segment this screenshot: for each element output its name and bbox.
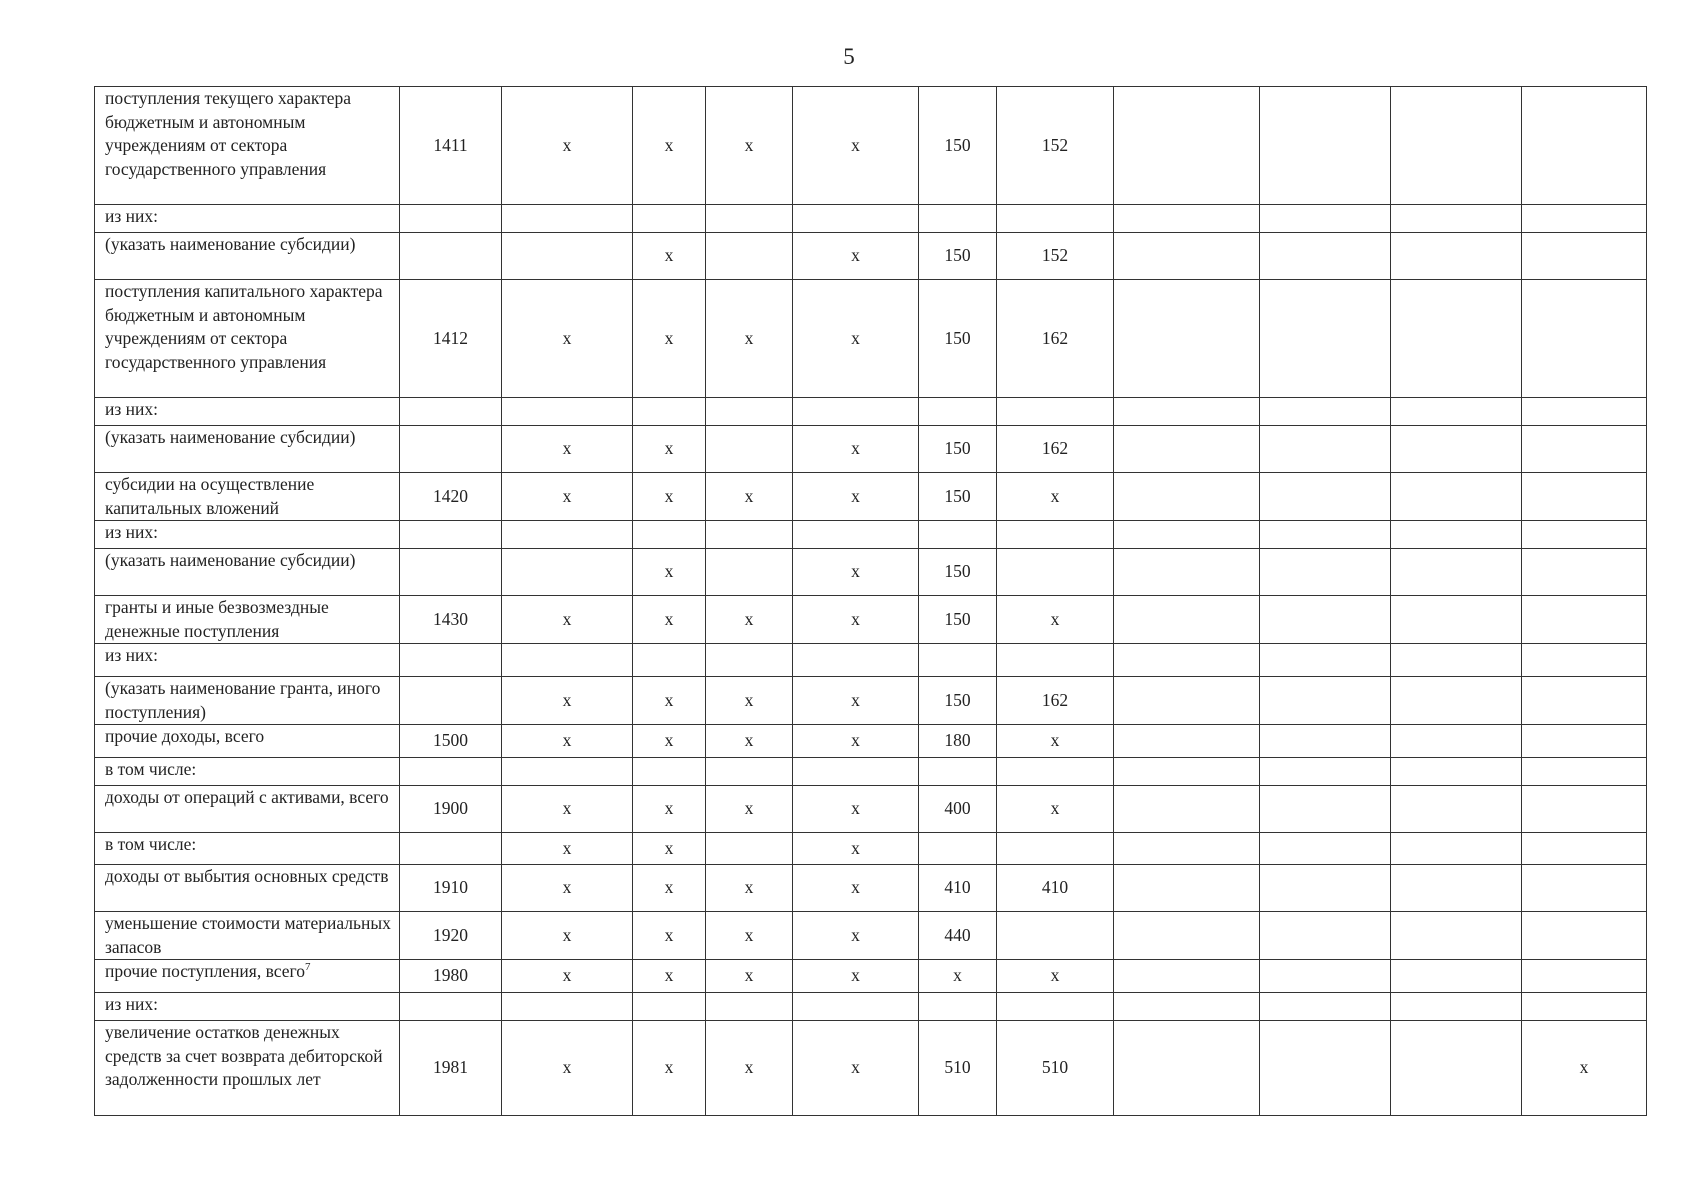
table-cell: 150: [919, 549, 997, 596]
table-cell: [919, 644, 997, 677]
table-cell: [1522, 521, 1647, 549]
table-cell: [1522, 758, 1647, 786]
table-cell: [1260, 87, 1391, 205]
table-cell: [1260, 865, 1391, 912]
table-row: [95, 993, 1647, 1021]
table-cell: [706, 521, 793, 549]
table-cell: [1391, 912, 1522, 960]
table-cell: 150: [919, 426, 997, 473]
table-cell: [919, 993, 997, 1021]
table-cell: [1114, 87, 1260, 205]
table-cell: [1114, 786, 1260, 833]
table-cell: х: [793, 865, 919, 912]
table-cell: х: [633, 1021, 706, 1116]
table-cell: [502, 993, 633, 1021]
table-cell: х: [997, 960, 1114, 993]
table-row: [95, 205, 1647, 233]
table-cell: х: [793, 677, 919, 725]
row-name-cell: [95, 521, 400, 549]
table-cell: [706, 993, 793, 1021]
table-cell: [1391, 521, 1522, 549]
table-cell: [502, 758, 633, 786]
table-cell: х: [793, 87, 919, 205]
row-code-cell: [400, 644, 502, 677]
table-cell: х: [706, 87, 793, 205]
row-name-text: уменьшение стоимости материальных запасов: [105, 913, 391, 957]
row-name-text: в том числе:: [105, 834, 197, 854]
row-name-cell: [95, 960, 400, 993]
table-cell: [1260, 993, 1391, 1021]
table-cell: [1391, 993, 1522, 1021]
table-cell: [1114, 426, 1260, 473]
table-cell: [1522, 87, 1647, 205]
table-cell: х: [1522, 1021, 1647, 1116]
row-code-cell: 1500: [400, 725, 502, 758]
table-cell: [1522, 280, 1647, 398]
table-cell: [997, 205, 1114, 233]
table-cell: [1522, 993, 1647, 1021]
table-cell: [706, 549, 793, 596]
row-code-cell: 1900: [400, 786, 502, 833]
table-cell: [997, 758, 1114, 786]
table-cell: [1260, 521, 1391, 549]
row-code-cell: 1430: [400, 596, 502, 644]
table-cell: 150: [919, 473, 997, 521]
table-cell: х: [502, 912, 633, 960]
table-cell: [1260, 280, 1391, 398]
table-cell: х: [633, 960, 706, 993]
table-cell: 162: [997, 280, 1114, 398]
row-name-text: (указать наименование субсидии): [105, 427, 356, 447]
table-cell: х: [706, 677, 793, 725]
row-code-cell: 1420: [400, 473, 502, 521]
table-cell: 162: [997, 426, 1114, 473]
table-cell: [1260, 960, 1391, 993]
table-cell: [1391, 426, 1522, 473]
table-cell: [1114, 233, 1260, 280]
row-name-cell: [95, 865, 400, 912]
row-name-text: (указать наименование субсидии): [105, 234, 356, 254]
table-cell: [1260, 677, 1391, 725]
table-cell: [1522, 865, 1647, 912]
row-name-text: (указать наименование субсидии): [105, 550, 356, 570]
row-code-cell: [400, 521, 502, 549]
table-cell: [633, 758, 706, 786]
table-cell: [1260, 473, 1391, 521]
table-cell: [793, 644, 919, 677]
table-cell: [919, 398, 997, 426]
table-cell: х: [706, 865, 793, 912]
table-cell: [1260, 1021, 1391, 1116]
table-cell: [1522, 912, 1647, 960]
table-cell: [1114, 644, 1260, 677]
table-cell: [633, 644, 706, 677]
table-cell: 150: [919, 233, 997, 280]
table-cell: [793, 205, 919, 233]
table-cell: [997, 398, 1114, 426]
table-cell: [793, 398, 919, 426]
table-cell: [1391, 960, 1522, 993]
table-cell: х: [633, 865, 706, 912]
row-code-cell: [400, 205, 502, 233]
table-cell: [1114, 549, 1260, 596]
table-cell: х: [997, 473, 1114, 521]
table-cell: х: [793, 725, 919, 758]
table-cell: х: [633, 725, 706, 758]
table-row: [95, 677, 1647, 725]
table-cell: [1114, 677, 1260, 725]
table-row: [95, 833, 1647, 865]
row-name-cell: [95, 912, 400, 960]
table-cell: х: [706, 1021, 793, 1116]
table-cell: [793, 521, 919, 549]
table-cell: х: [502, 725, 633, 758]
table-cell: [1391, 549, 1522, 596]
table-cell: [633, 521, 706, 549]
row-name-text: доходы от операций с активами, всего: [105, 787, 389, 807]
table-cell: х: [633, 87, 706, 205]
table-cell: [1391, 233, 1522, 280]
table-cell: х: [706, 280, 793, 398]
table-cell: х: [633, 912, 706, 960]
row-name-cell: [95, 1021, 400, 1116]
table-row: [95, 87, 1647, 205]
table-cell: [1391, 1021, 1522, 1116]
table-cell: [1114, 725, 1260, 758]
table-cell: [706, 833, 793, 865]
table-row: [95, 786, 1647, 833]
table-cell: х: [633, 426, 706, 473]
table-cell: х: [706, 912, 793, 960]
table-cell: х: [793, 960, 919, 993]
row-code-cell: [400, 549, 502, 596]
table-body: [95, 87, 1647, 1116]
table-cell: [1114, 960, 1260, 993]
table-cell: [1260, 549, 1391, 596]
table-cell: х: [793, 549, 919, 596]
row-name-cell: [95, 280, 400, 398]
table-cell: х: [502, 677, 633, 725]
table-cell: [1114, 833, 1260, 865]
table-cell: х: [793, 786, 919, 833]
table-cell: [997, 912, 1114, 960]
table-cell: [1114, 993, 1260, 1021]
table-cell: х: [633, 596, 706, 644]
table-cell: 152: [997, 87, 1114, 205]
table-cell: [502, 644, 633, 677]
table-cell: [1522, 677, 1647, 725]
row-name-text: в том числе:: [105, 759, 197, 779]
table-cell: [502, 549, 633, 596]
row-code-cell: [400, 677, 502, 725]
table-cell: [1260, 786, 1391, 833]
row-name-text: увеличение остатков денежных средств за счет возврата дебиторской задолженности прошлых лет: [105, 1022, 383, 1089]
row-name-text: из них:: [105, 645, 158, 665]
table-cell: [1114, 521, 1260, 549]
row-name-cell: [95, 549, 400, 596]
table-cell: [1391, 758, 1522, 786]
table-cell: [919, 205, 997, 233]
table-row: [95, 521, 1647, 549]
table-cell: 150: [919, 677, 997, 725]
table-cell: [1522, 473, 1647, 521]
table-row: [95, 398, 1647, 426]
table-cell: [1260, 596, 1391, 644]
table-cell: х: [793, 912, 919, 960]
table-cell: [1391, 205, 1522, 233]
table-cell: [1391, 865, 1522, 912]
table-cell: х: [706, 473, 793, 521]
row-name-cell: [95, 993, 400, 1021]
table-cell: [706, 426, 793, 473]
table-row: [95, 865, 1647, 912]
table-cell: [1260, 758, 1391, 786]
table-cell: [997, 549, 1114, 596]
table-cell: [1522, 426, 1647, 473]
table-row: [95, 280, 1647, 398]
table-row: [95, 644, 1647, 677]
table-cell: 410: [997, 865, 1114, 912]
table-cell: 162: [997, 677, 1114, 725]
table-row: [95, 596, 1647, 644]
table-cell: х: [633, 280, 706, 398]
row-name-text: поступления текущего характера бюджетным и автономным учреждениям от сектора государственного управления: [105, 88, 352, 179]
row-name-text: поступления капитального характера бюджетным и автономным учреждениям от сектора государственного управления: [105, 281, 383, 372]
row-code-cell: [400, 233, 502, 280]
table-cell: [1260, 398, 1391, 426]
row-name-cell: [95, 233, 400, 280]
table-cell: [1522, 398, 1647, 426]
row-name-cell: [95, 725, 400, 758]
table-cell: [1522, 205, 1647, 233]
table-cell: [1114, 912, 1260, 960]
table-cell: [1522, 233, 1647, 280]
table-cell: [997, 993, 1114, 1021]
table-cell: [1114, 398, 1260, 426]
row-code-cell: [400, 426, 502, 473]
table-cell: х: [793, 426, 919, 473]
budget-table: [94, 86, 1647, 1116]
table-cell: [1391, 596, 1522, 644]
row-name-cell: [95, 677, 400, 725]
table-row: [95, 549, 1647, 596]
row-name-text: из них:: [105, 994, 158, 1014]
table-cell: х: [793, 280, 919, 398]
table-cell: [919, 833, 997, 865]
row-code-cell: 1981: [400, 1021, 502, 1116]
table-cell: х: [502, 596, 633, 644]
row-name-cell: [95, 758, 400, 786]
table-row: [95, 426, 1647, 473]
table-cell: [1114, 758, 1260, 786]
table-cell: [1522, 960, 1647, 993]
table-cell: 410: [919, 865, 997, 912]
row-code-cell: 1920: [400, 912, 502, 960]
table-cell: [1522, 725, 1647, 758]
table-cell: [1260, 205, 1391, 233]
table-cell: [1391, 280, 1522, 398]
table-cell: х: [793, 473, 919, 521]
table-cell: [706, 758, 793, 786]
table-cell: х: [706, 725, 793, 758]
table-cell: [997, 833, 1114, 865]
table-cell: х: [633, 833, 706, 865]
table-cell: 400: [919, 786, 997, 833]
table-cell: [1391, 725, 1522, 758]
table-cell: [1391, 786, 1522, 833]
table-cell: [502, 233, 633, 280]
table-cell: [793, 758, 919, 786]
table-cell: [919, 758, 997, 786]
table-cell: х: [502, 865, 633, 912]
row-name-cell: [95, 87, 400, 205]
table-cell: х: [706, 960, 793, 993]
table-cell: [1522, 833, 1647, 865]
table-cell: [1391, 473, 1522, 521]
table-cell: х: [502, 960, 633, 993]
table-cell: [633, 398, 706, 426]
row-name-cell: [95, 473, 400, 521]
row-name-cell: [95, 596, 400, 644]
table-cell: х: [997, 725, 1114, 758]
table-cell: [1391, 833, 1522, 865]
row-code-cell: 1412: [400, 280, 502, 398]
table-cell: х: [633, 233, 706, 280]
table-cell: [1391, 644, 1522, 677]
table-cell: х: [502, 833, 633, 865]
table-row: [95, 1021, 1647, 1116]
table-cell: [1522, 549, 1647, 596]
table-cell: 150: [919, 87, 997, 205]
row-name-text: прочие доходы, всего: [105, 726, 265, 746]
table-row: [95, 233, 1647, 280]
table-cell: [1260, 233, 1391, 280]
table-cell: [1114, 205, 1260, 233]
row-name-text: субсидии на осуществление капитальных вложений: [105, 474, 315, 518]
row-name-text: из них:: [105, 399, 158, 419]
table-row: [95, 912, 1647, 960]
table-cell: 440: [919, 912, 997, 960]
table-row: [95, 473, 1647, 521]
table-cell: [502, 205, 633, 233]
row-name-cell: [95, 398, 400, 426]
row-code-cell: 1980: [400, 960, 502, 993]
table-cell: [1114, 865, 1260, 912]
row-name-text: доходы от выбытия основных средств: [105, 866, 389, 886]
table-cell: [1114, 280, 1260, 398]
table-cell: [997, 521, 1114, 549]
table-cell: [633, 205, 706, 233]
table-cell: 510: [919, 1021, 997, 1116]
table-cell: [1114, 596, 1260, 644]
table-cell: [1114, 473, 1260, 521]
table-cell: [706, 233, 793, 280]
table-cell: [1260, 833, 1391, 865]
table-cell: [706, 644, 793, 677]
table-row: [95, 960, 1647, 993]
row-name-cell: [95, 786, 400, 833]
table-cell: [1114, 1021, 1260, 1116]
table-cell: х: [793, 233, 919, 280]
row-code-cell: 1910: [400, 865, 502, 912]
table-cell: х: [793, 833, 919, 865]
row-code-cell: [400, 398, 502, 426]
table-cell: х: [997, 596, 1114, 644]
table-cell: х: [706, 786, 793, 833]
table-cell: 180: [919, 725, 997, 758]
row-name-text: гранты и иные безвозмездные денежные поступления: [105, 597, 329, 641]
table-cell: [1260, 426, 1391, 473]
table-cell: [633, 993, 706, 1021]
table-cell: [706, 205, 793, 233]
row-code-cell: [400, 758, 502, 786]
row-code-cell: [400, 833, 502, 865]
row-name-text: прочие поступления, всего: [105, 961, 306, 981]
row-name-text: из них:: [105, 206, 158, 226]
table-cell: [1391, 87, 1522, 205]
table-cell: х: [633, 677, 706, 725]
row-code-cell: 1411: [400, 87, 502, 205]
table-cell: х: [502, 1021, 633, 1116]
table-cell: х: [633, 473, 706, 521]
row-name-text: (указать наименование гранта, иного поступления): [105, 678, 381, 722]
table-cell: [1391, 677, 1522, 725]
table-cell: 510: [997, 1021, 1114, 1116]
table-cell: [1522, 644, 1647, 677]
table-row: [95, 758, 1647, 786]
table-cell: [1522, 786, 1647, 833]
table-cell: х: [793, 596, 919, 644]
table-cell: х: [502, 473, 633, 521]
table-cell: [997, 644, 1114, 677]
table-cell: [1260, 644, 1391, 677]
row-name-text: из них:: [105, 522, 158, 542]
table-cell: [706, 398, 793, 426]
row-code-cell: [400, 993, 502, 1021]
footnote-marker: 7: [305, 961, 311, 974]
table-cell: [1260, 725, 1391, 758]
table-cell: 150: [919, 596, 997, 644]
table-cell: х: [502, 426, 633, 473]
table-cell: [1391, 398, 1522, 426]
table-cell: [502, 398, 633, 426]
table-cell: 152: [997, 233, 1114, 280]
table-cell: х: [502, 280, 633, 398]
table-cell: х: [919, 960, 997, 993]
table-cell: х: [997, 786, 1114, 833]
table-cell: [1522, 596, 1647, 644]
page-number: 5: [843, 44, 855, 69]
table-cell: х: [633, 549, 706, 596]
table-cell: х: [502, 87, 633, 205]
table-cell: х: [633, 786, 706, 833]
row-name-cell: [95, 205, 400, 233]
table-cell: [919, 521, 997, 549]
table-cell: [502, 521, 633, 549]
table-row: [95, 725, 1647, 758]
row-name-cell: [95, 833, 400, 865]
table-cell: 150: [919, 280, 997, 398]
table-cell: [793, 993, 919, 1021]
row-name-cell: [95, 644, 400, 677]
table-cell: х: [793, 1021, 919, 1116]
table-cell: [1260, 912, 1391, 960]
row-name-cell: [95, 426, 400, 473]
table-cell: х: [706, 596, 793, 644]
table-cell: х: [502, 786, 633, 833]
